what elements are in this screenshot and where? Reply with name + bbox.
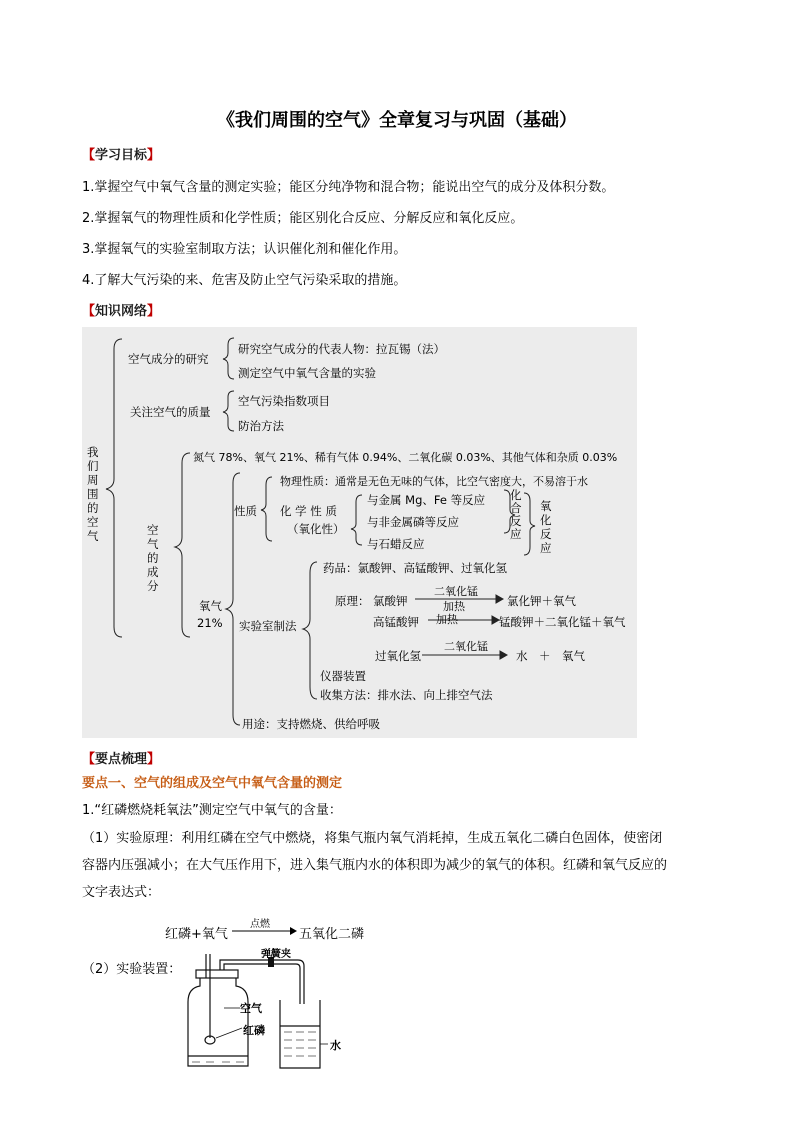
map-reaction: 与非金属磷等反应 — [367, 515, 459, 529]
map-oxygen-pct: 21% — [197, 616, 223, 630]
goal-item: 4.了解大气污染的来、危害及防止空气污染采取的措施。 — [82, 273, 407, 288]
map-research: 空气成分的研究 — [128, 352, 209, 366]
map-r2-left: 高锰酸钾 — [373, 615, 419, 629]
map-principle: 原理： — [335, 594, 370, 608]
map-r1-condition: 加热 — [443, 600, 465, 613]
fig-label-clip: 弹簧夹 — [261, 949, 291, 960]
map-quality-item: 防治方法 — [238, 419, 284, 433]
map-property: 性质 — [234, 504, 257, 518]
section-network-heading: 【知识网络】 — [82, 304, 161, 319]
goal-item: 2.掌握氧气的物理性质和化学性质；能区别化合反应、分解反应和氧化反应。 — [82, 211, 524, 226]
map-physical: 物理性质：通常是无色无味的气体，比空气密度大，不易溶于水 — [280, 475, 588, 488]
equation-arrow — [232, 926, 298, 936]
map-r1-left: 氯酸钾 — [373, 594, 408, 608]
map-research-item: 测定空气中氧气含量的实验 — [238, 366, 376, 380]
map-oxidation: 氧化反应 — [540, 499, 552, 555]
map-composition-line: 氮气 78%、氧气 21%、稀有气体 0.94%、二氧化碳 0.03%、其他气体和杂质 0.03% — [193, 451, 618, 464]
map-chemical-sub: （氧化性） — [287, 522, 345, 536]
equation-left: 红磷+氧气 — [165, 927, 228, 942]
page-title: 《我们周围的空气》全章复习与巩固（基础） — [217, 110, 577, 131]
goal-item: 3.掌握氧气的实验室制取方法；认识催化剂和催化作用。 — [82, 242, 407, 257]
map-use: 用途：支持燃烧、供给呼吸 — [242, 717, 380, 731]
point1-apparatus-label: （2）实验装置： — [82, 962, 182, 977]
goal-item: 1.掌握空气中氧气含量的测定实验；能区分纯净物和混合物；能说出空气的成分及体积分数。 — [82, 180, 615, 195]
point1-para-line: 容器内压强减小；在大气压作用下，进入集气瓶内水的体积即为减少的氧气的体积。红磷和氧气反应的 — [82, 858, 668, 873]
map-combination: 化合反应 — [510, 488, 522, 541]
section-goals-heading: 【学习目标】 — [82, 148, 161, 163]
point1-para-line: 文字表达式： — [82, 885, 161, 900]
map-quality: 关注空气的质量 — [130, 405, 211, 419]
equation-right: 五氧化二磷 — [299, 927, 365, 942]
map-r3-right: 水 ＋ 氧气 — [516, 649, 585, 663]
point1-heading: 要点一、空气的组成及空气中氧气含量的测定 — [82, 776, 343, 791]
map-lab: 实验室制法 — [239, 619, 297, 633]
map-r2-condition: 加热 — [436, 613, 458, 626]
knowledge-map — [82, 327, 637, 738]
fig-label-phosphorus: 红磷 — [243, 1024, 265, 1037]
map-r3-catalyst: 二氧化锰 — [444, 640, 488, 653]
map-r2-right: 锰酸钾＋二氧化锰＋氧气 — [499, 615, 626, 629]
point1-para-line: （1）实验原理：利用红磷在空气中燃烧，将集气瓶内氧气消耗掉，生成五氧化二磷白色固体，使密闭 — [82, 831, 663, 846]
equation-condition: 点燃 — [250, 919, 270, 930]
point1-sub: 1.“红磷燃烧耗氧法”测定空气中氧气的含量： — [82, 803, 342, 818]
fig-label-air: 空气 — [240, 1002, 262, 1015]
map-chemical: 化 学 性 质 — [280, 504, 337, 518]
fig-label-water: 水 — [330, 1039, 341, 1052]
map-root: 我们周围的空气 — [87, 445, 99, 543]
apparatus-figure — [180, 948, 355, 1074]
map-quality-item: 空气污染指数项目 — [238, 394, 330, 408]
map-research-item: 研究空气成分的代表人物：拉瓦锡（法） — [238, 342, 445, 356]
map-reaction: 与石蜡反应 — [367, 537, 425, 551]
map-r3-left: 过氧化氢 — [375, 649, 421, 663]
section-points-heading: 【要点梳理】 — [82, 752, 161, 767]
map-r1-catalyst: 二氧化锰 — [434, 585, 478, 598]
map-r1-right: 氯化钾＋氧气 — [507, 594, 576, 608]
map-oxygen: 氧气 — [199, 599, 222, 613]
map-apparatus: 仪器装置 — [320, 669, 366, 683]
map-composition: 空气的成分 — [147, 523, 159, 593]
map-drugs: 药品：氯酸钾、高锰酸钾、过氧化氢 — [323, 561, 507, 575]
map-reaction: 与金属 Mg、Fe 等反应 — [367, 493, 486, 507]
map-collect: 收集方法：排水法、向上排空气法 — [320, 688, 493, 702]
